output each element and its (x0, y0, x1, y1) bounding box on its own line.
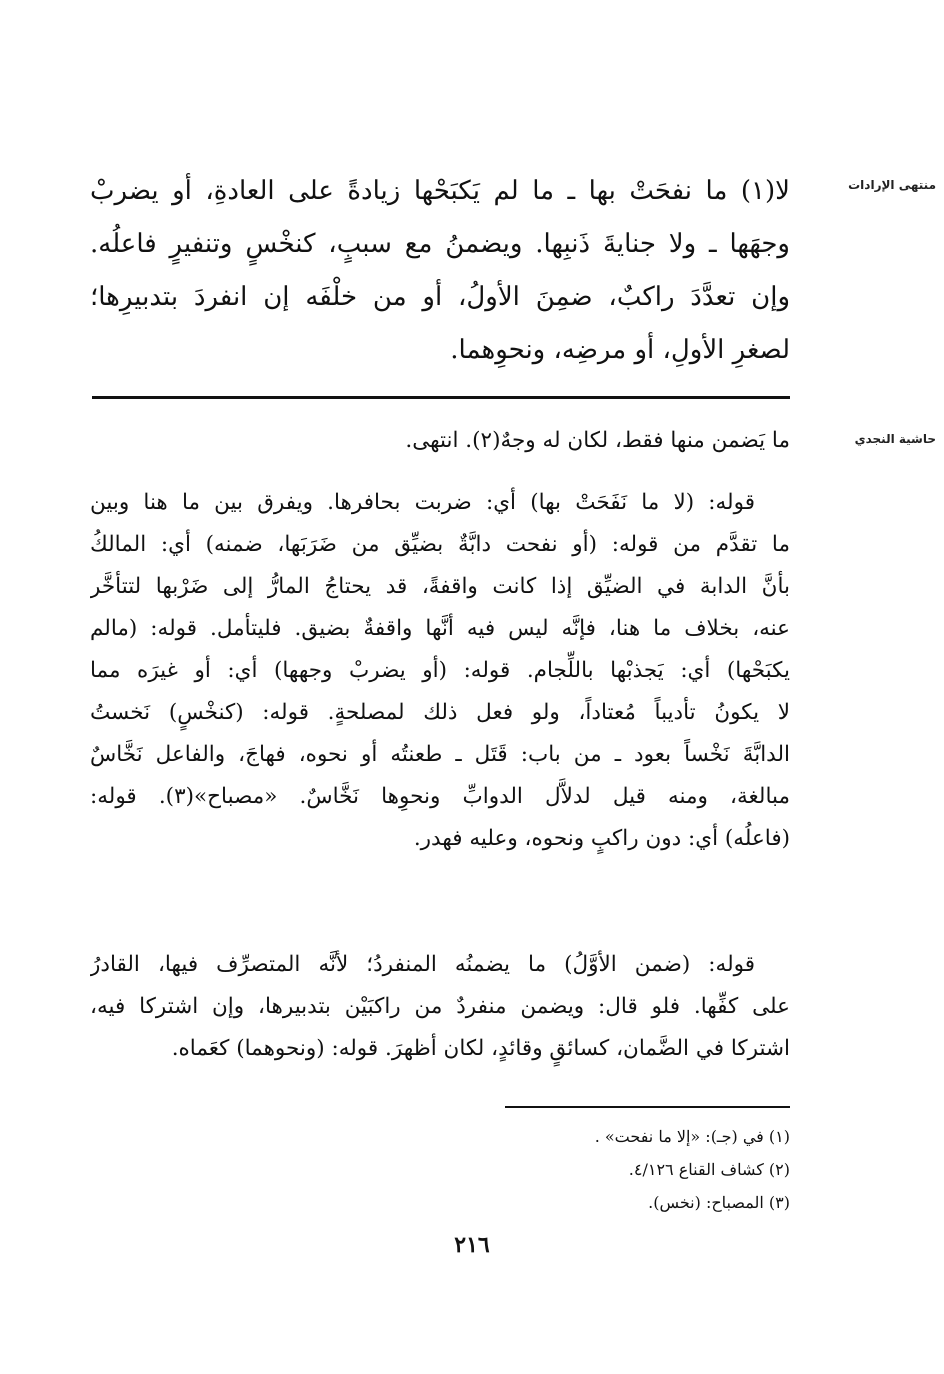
main-text-line: لصغرِ الأولِ، أو مرضِه، ونحوِهما. (450, 335, 790, 365)
footnote: (١) في (جـ): «إلا ما نفحت» . (594, 1127, 790, 1146)
commentary-line: قوله: (لا ما نَفَحَتْ بها) أي: ضربت بحافرها. ويفرق بين ما هنا وبين (90, 490, 755, 515)
commentary-line: عنه، بخلاف ما هنا، فإنَّه ليس فيه أنَّها واقفةٌ بضيق. فليتأمل. قوله: (مالم (90, 616, 790, 641)
commentary-line: قوله: (ضمن الأوَّلُ) ما يضمنُه المنفردُ؛ لأنَّه المتصرِّف فيها، القادرُ (90, 952, 755, 977)
margin-label-main-text: منتهى الإرادات (848, 178, 936, 192)
page-number: ٢١٦ (454, 1232, 490, 1258)
commentary-paragraph (90, 420, 790, 462)
main-text (90, 165, 790, 377)
margin-label-commentary: حاشية النجدي (854, 432, 936, 446)
section-divider (92, 396, 790, 399)
commentary-line: ما تقدَّم من قوله: (أو نفحت دابَّةٌ بضيِّق من ضَرَبَها، ضمنه) أي: المالكُ (90, 532, 790, 557)
main-text-line: وإن تعدَّدَ راكبٌ، ضمِنَ الأولُ، أو من خلْفَه إن انفردَ بتدبيرِها؛ (90, 282, 790, 312)
main-text-line: لا(١) ما نفحَتْ بها ـ ما لم يَكبَحْها زيادةً على العادةِ، أو يضربْ (90, 176, 790, 206)
commentary-paragraph (90, 944, 790, 1070)
main-text-line: وجهَها ـ ولا جنايةَ ذَنبِها. ويضمنُ مع سببٍ، كنخْسٍ وتنفيرٍ فاعلُه. (90, 229, 790, 259)
footnote: (٣) المصباح: (نخس). (648, 1193, 790, 1212)
commentary-line: اشتركا في الضَّمان، كسائقٍ وقائدٍ، لكان أظهرَ. قوله: (ونحوهما) كعَماه. (171, 1036, 790, 1061)
commentary-line: مبالغة، ومنه قيل لدلاَّل الدوابِّ ونحوِها نَخَّاسٌ. «مصباح»(٣). قوله: (90, 784, 790, 809)
footnotes (90, 1120, 790, 1219)
commentary-paragraph (90, 482, 790, 860)
commentary-line: يكبَحْها) أي: يَجذبْها باللِّجام. قوله: (أو يضربْ وجهها) أي: أو غيرَه مما (90, 658, 790, 683)
commentary-line: بأنَّ الدابة في الضيِّق إذا كانت واقفةً، قد يحتاجُ المارُّ إلى ضَرْبها لتتأخَّر (90, 574, 790, 599)
commentary-line: على كفِّها. فلو قال: ويضمن منفردٌ من راكبَيْن بتدبيرها، وإن اشتركا فيه، (90, 994, 790, 1019)
footnote: (٢) كشاف القناع ٤/١٢٦. (628, 1160, 790, 1179)
commentary-line: لا يكونُ تأديباً مُعتاداً، ولو فعل ذلك لمصلحةٍ. قوله: (كنخْسٍ) نَخستُ (90, 700, 790, 725)
commentary-line: الدابَّةَ نَخْساً بعود ـ من باب: قَتَل ـ طعنتُه أو نحوه، فهاجَ، والفاعل نَخَّاسٌ (90, 742, 790, 767)
commentary-line: ما يَضمن منها فقط، لكان له وجهٌ(٢). انتهى. (405, 428, 790, 453)
footnote-divider (505, 1106, 790, 1108)
commentary-line: (فاعلُه) أي: دون راكبٍ ونحوه، وعليه فهدر. (413, 826, 790, 851)
